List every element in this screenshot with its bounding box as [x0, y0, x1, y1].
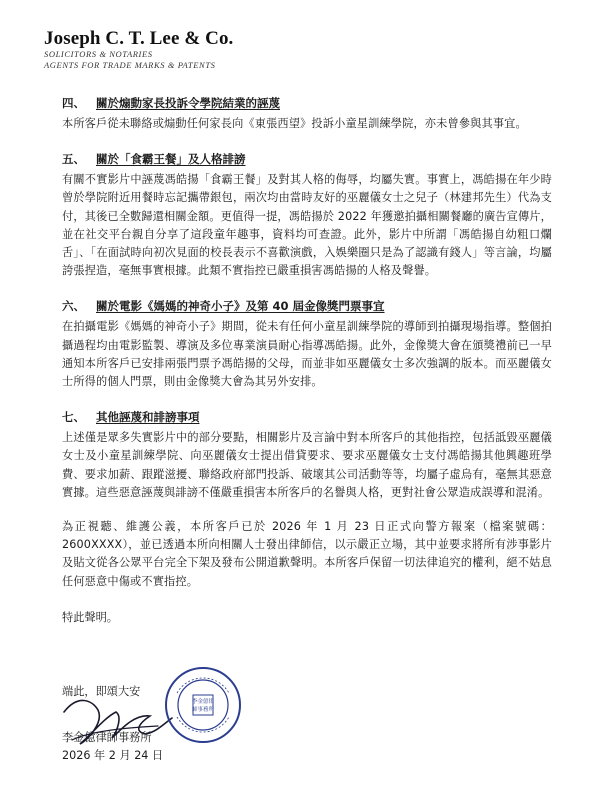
firm-subtitle-2: AGENTS FOR TRADE MARKS & PATENTS: [44, 60, 216, 70]
letterhead: [44, 29, 233, 71]
greeting: 端此，即頌大安: [62, 685, 141, 698]
svg-text:李金億律: 李金億律: [191, 699, 215, 705]
section-5: [62, 151, 552, 280]
section-heading: [62, 409, 552, 426]
company-seal-stamp: [163, 665, 243, 745]
section-6: [62, 298, 552, 391]
firm-subtitle-1: SOLICITORS & NOTARIES: [44, 49, 153, 59]
section-heading: [62, 95, 552, 112]
section-title: 關於煽動家長投訴令學院結業的誣蔑: [96, 96, 280, 110]
paragraph: 有關不實影片中誣蔑馮皓揚「食霸王餐」及對其人格的侮辱，均屬失實。事實上，馮皓揚在年少時曾於學院附近用餐時忘記攜帶銀包，兩次均由當時友好的巫麗儀女士之兒子（林建邦先生）代為支付，其後已全數歸還相關金額。更值得一提，馮皓揚於 2022 年獲邀拍攝相關餐廳的廣告宣傳片，並在社交平台親自分享了這段童年趣事，資料均可查證。此外，影片中所謂「馮皓揚自幼粗口爛舌」、「在面試時向初次見面的校長表示不喜歡演戲，入娛樂圈只是為了認識有錢人」等言論，均屬誇張捏造，毫無事實根據。此類不實指控已嚴重損害馮皓揚的人格及聲譽。: [62, 173, 552, 278]
section-heading: [62, 298, 552, 315]
paragraph: 為正視聽、維護公義，本所客戶已於 2026 年 1 月 23 日正式向警方報案（檔案號碼：2600XXXX），並已透過本所向相關人士發出律師信，以示嚴正立場，其中並要求將所有涉事影片及貼文從各公眾平台完全下架及發布公開道歉聲明。本所客戶保留一切法律追究的權利，絕不姑息任何惡意中傷或不實指控。: [62, 520, 552, 588]
section-number: 四、: [62, 96, 85, 110]
section-4: [62, 95, 552, 133]
svg-text:師事務所: 師事務所: [191, 707, 215, 713]
paragraph: 本所客戶從未聯絡或煽動任何家長向《東張西望》投訴小童星訓練學院，亦未曾參與其事宜。: [62, 117, 527, 130]
firm-name: Joseph C. T. Lee & Co.: [44, 28, 234, 49]
section-number: 七、: [62, 410, 85, 425]
section-title: 關於電影《媽媽的神奇小子》及第 40 屆金像獎門票事宜: [96, 299, 385, 314]
handwritten-signature: [58, 682, 178, 762]
statement-body: [62, 95, 552, 627]
sign-date: 2026 年 2 月 24 日: [62, 749, 164, 762]
paragraph: 在拍攝電影《媽媽的神奇小子》期間，從未有任何小童星訓練學院的導師到拍攝現場指導。整個拍攝過程均由電影監製、導演及多位專業演員耐心指導馮皓揚。此外，金像獎大會在頒獎禮前已一早通知本所客戶已安排兩張門票予馮皓揚的父母，而並非如巫麗儀女士多次強調的版本。而巫麗儀女士所得的個人門票，則由金像獎大會為其另外安排。: [62, 320, 552, 389]
section-heading: [62, 151, 552, 168]
section-7: [62, 409, 552, 591]
section-title: 其他誣蔑和誹謗事項: [96, 410, 200, 425]
closing-line: 特此聲明。: [62, 610, 118, 624]
section-title: 關於「食霸王餐」及人格誹謗: [96, 152, 246, 167]
paragraph: 上述僅是眾多失實影片中的部分要點，相關影片及言論中對本所客戶的其他指控，包括詆毀巫麗儀女士及小童星訓練學院、向巫麗儀女士提出借貸要求、要求巫麗儀女士支付馮皓揚其他興趣班學費、要求加薪、跟蹤滋擾、聯絡政府部門投訴、破壞其公司活動等等，均屬子虛烏有，毫無其惡意實據。這些惡意誣蔑與誹謗不僅嚴重損害本所客戶的名譽與人格，更對社會公眾造成誤導和混淆。: [62, 431, 552, 499]
section-number: 六、: [62, 299, 85, 314]
firm-signatory: 李金億律師事務所: [62, 731, 152, 744]
section-number: 五、: [62, 152, 85, 167]
